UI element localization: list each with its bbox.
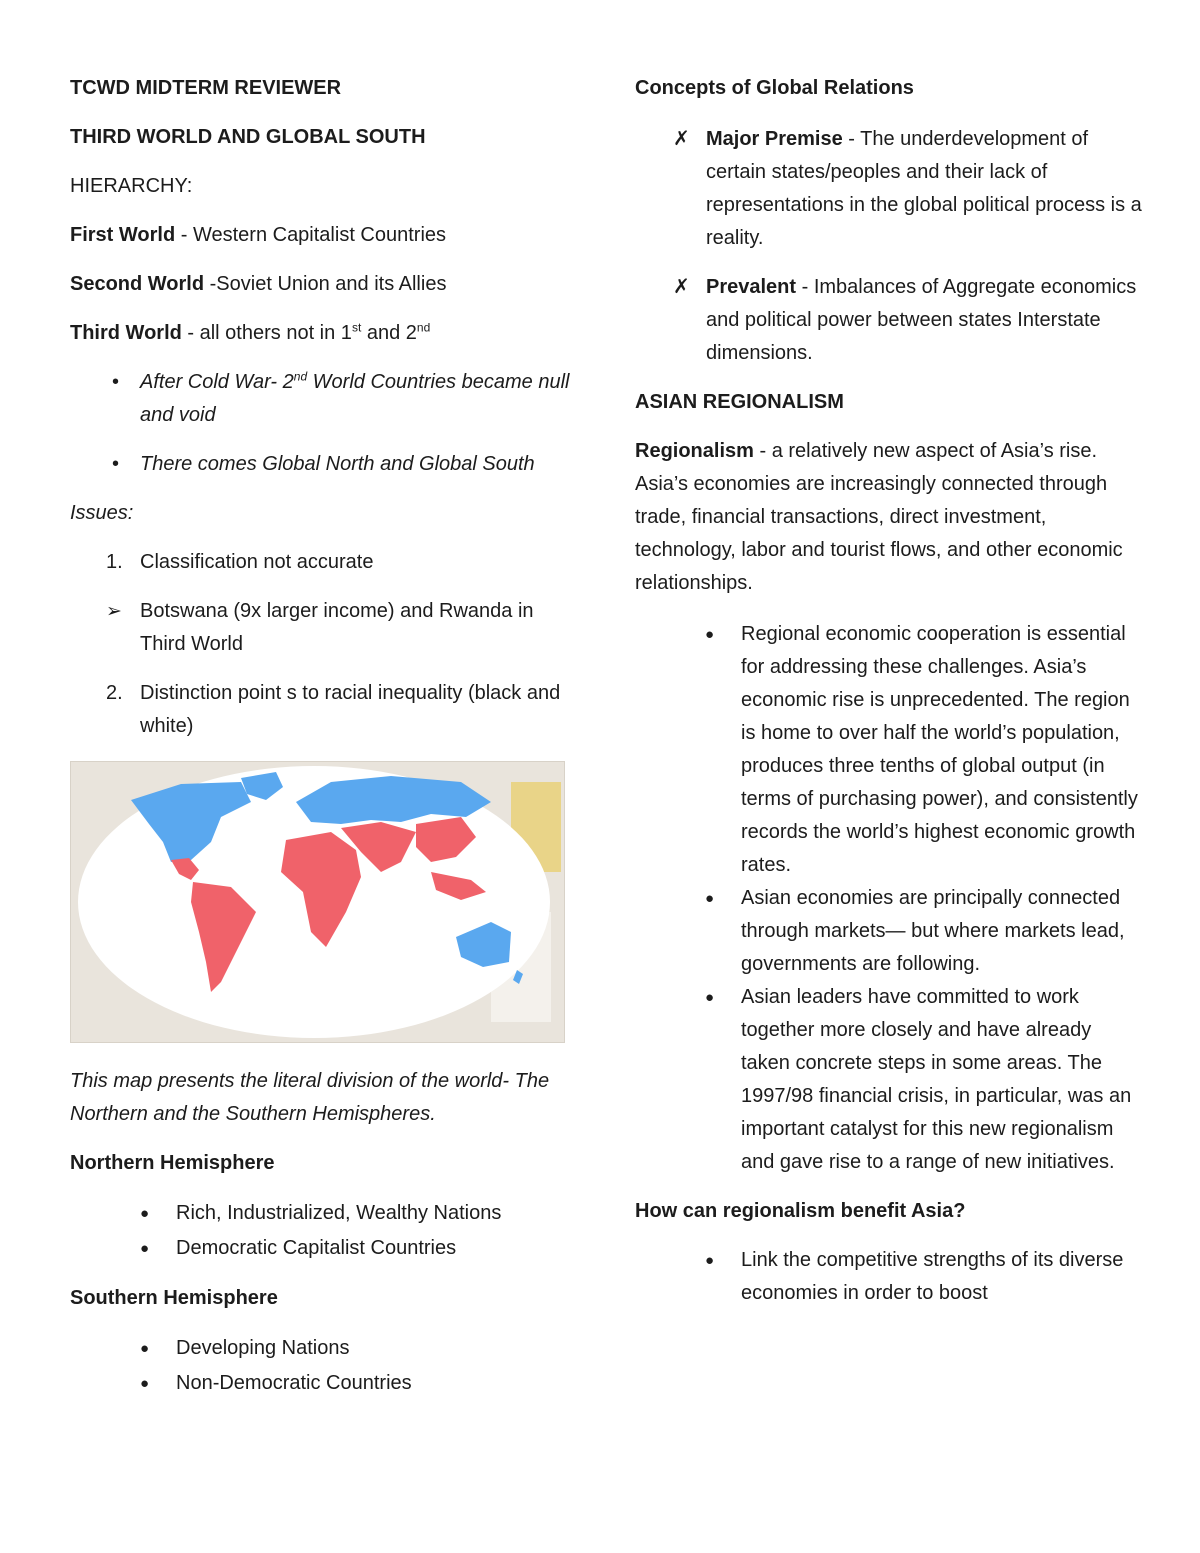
major-premise-def: - The underdevelopment of certain states/peoples and their lack of representations in the global political process is a reality. (706, 128, 1142, 249)
regionalism-paragraph (635, 435, 1145, 600)
issues-label: Issues: (70, 502, 134, 524)
first-world-def: - Western Capitalist Countries (175, 224, 447, 246)
arrow-bullet-icon: ➢ (106, 601, 122, 622)
bullet-dot-icon: ● (705, 626, 715, 643)
bullet-dot-icon: ● (140, 1375, 150, 1392)
bullet-dot-icon: ● (705, 989, 715, 1006)
sup-st: st (351, 320, 362, 335)
second-world-term: Second World (70, 273, 205, 295)
third-world-term: Third World (70, 322, 182, 344)
issue-1-text: Classification not accurate (140, 551, 374, 573)
left-column (70, 60, 570, 1401)
bullet1-sup: nd (293, 369, 308, 384)
south-item-text: Developing Nations (176, 1337, 350, 1359)
bullet-dot-icon: • (112, 453, 120, 475)
global-north-bullet (70, 448, 570, 481)
bullet2-text: There comes Global North and Global South (140, 453, 535, 475)
benefit-heading: How can regionalism benefit Asia? (635, 1200, 966, 1222)
world-map-image (70, 761, 565, 1043)
cross-mark-icon: ✗ (673, 276, 690, 298)
north-item-text: Rich, Industrialized, Wealthy Nations (176, 1202, 502, 1224)
issue-1-sub (70, 595, 570, 661)
doc-title: TCWD MIDTERM REVIEWER (70, 77, 342, 99)
regionalism-point (635, 981, 1145, 1179)
benefit-points (635, 1244, 1145, 1310)
south-list (70, 1331, 570, 1401)
regionalism-def: - a relatively new aspect of Asia’s rise. Asia’s economies are increasingly connected through trade, financial transactions, direct investment, technology, labor and tourist flows, and other economic relationships. (635, 440, 1123, 594)
major-premise-term: Major Premise (706, 128, 843, 150)
first-world-line (70, 219, 570, 252)
issue-2 (70, 677, 570, 743)
bullet-dot-icon: ● (140, 1240, 150, 1257)
issue-1-number: 1. (106, 551, 123, 573)
south-item (70, 1366, 570, 1401)
bullet-dot-icon: ● (705, 890, 715, 907)
cold-war-bullet (70, 366, 570, 432)
bullet1-text-a: After Cold War- 2 (140, 371, 294, 393)
north-heading: Northern Hemisphere (70, 1152, 275, 1174)
regionalism-point (635, 618, 1145, 882)
world-map-svg (71, 762, 564, 1042)
south-item-text: Non-Democratic Countries (176, 1372, 412, 1394)
regionalism-term: Regionalism (635, 440, 754, 462)
regionalism-point-text: Asian leaders have committed to work together more closely and have already taken concrete steps in some areas. The 1997/98 financial crisis, in particular, was an important catalyst for this new regionalism and gave rise to a range of new initiatives. (741, 986, 1132, 1173)
section-title: THIRD WORLD AND GLOBAL SOUTH (70, 126, 426, 148)
issue-1 (70, 546, 570, 579)
issue-2-text: Distinction point s to racial inequality (black and white) (140, 682, 561, 737)
issue-1-sub-text: Botswana (9x larger income) and Rwanda in Third World (140, 600, 534, 655)
second-world-line (70, 268, 570, 301)
benefit-point (635, 1244, 1145, 1310)
major-premise-item (635, 123, 1145, 255)
first-world-term: First World (70, 224, 176, 246)
third-world-def-b: and 2 (361, 322, 417, 344)
benefit-point-text: Link the competitive strengths of its diverse economies in order to boost (741, 1249, 1124, 1304)
third-world-def-a: - all others not in 1 (181, 322, 352, 344)
second-world-def: -Soviet Union and its Allies (204, 273, 447, 295)
issue-2-number: 2. (106, 682, 123, 704)
bullet-dot-icon: ● (140, 1340, 150, 1357)
bullet-dot-icon: • (112, 371, 120, 393)
north-list (70, 1196, 570, 1266)
concepts-heading: Concepts of Global Relations (635, 77, 914, 99)
prevalent-def: - Imbalances of Aggregate economics and political power between states Interstate dimensions. (706, 276, 1137, 364)
south-heading: Southern Hemisphere (70, 1287, 278, 1309)
right-column (635, 60, 1145, 1310)
asian-regionalism-heading: ASIAN REGIONALISM (635, 391, 844, 413)
regionalism-point (635, 882, 1145, 981)
sup-nd: nd (416, 320, 431, 335)
hierarchy-label: HIERARCHY: (70, 175, 193, 197)
cross-mark-icon: ✗ (673, 128, 690, 150)
third-world-line (70, 317, 570, 350)
north-item (70, 1231, 570, 1266)
north-item-text: Democratic Capitalist Countries (176, 1237, 457, 1259)
regionalism-point-text: Regional economic cooperation is essential for addressing these challenges. Asia’s economic rise is unprecedented. The region is home to over half the world’s population, produces three tenths of global output (in terms of purchasing power), and consistently records the world’s highest economic growth rates. (741, 623, 1138, 876)
map-caption: This map presents the literal division of the world- The Northern and the Southern Hemispheres. (70, 1070, 550, 1125)
bullet-dot-icon: ● (140, 1205, 150, 1222)
prevalent-item (635, 271, 1145, 370)
bullet1-text-b: World Countries became null and void (140, 371, 570, 426)
south-item (70, 1331, 570, 1366)
bullet-dot-icon: ● (705, 1252, 715, 1269)
north-item (70, 1196, 570, 1231)
regionalism-point-text: Asian economies are principally connected through markets— but where markets lead, governments are following. (741, 887, 1125, 975)
regionalism-points (635, 618, 1145, 1179)
prevalent-term: Prevalent (706, 276, 797, 298)
